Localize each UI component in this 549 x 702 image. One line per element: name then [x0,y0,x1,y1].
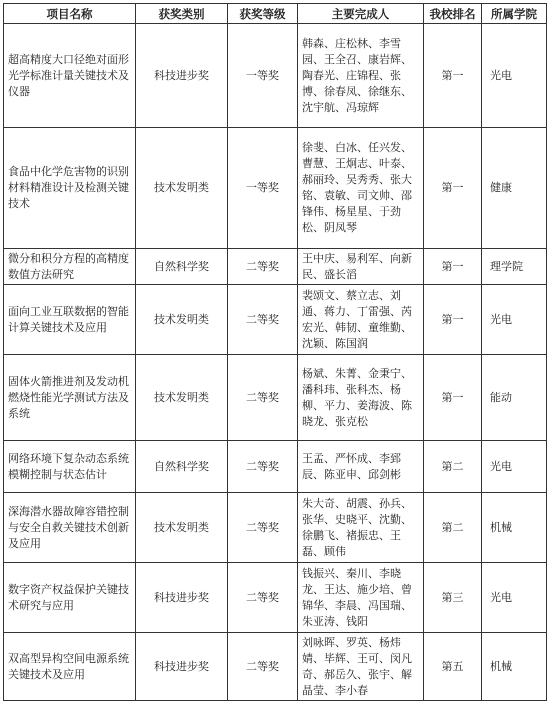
college: 光电 [482,563,547,633]
college: 光电 [482,441,547,493]
college: 光电 [482,24,547,128]
college: 光电 [482,285,547,355]
table-row [4,128,547,249]
award-category: 技术发明类 [136,355,228,441]
header-college: 所属学院 [482,4,547,24]
awards-table [3,3,547,701]
award-category: 科技进步奖 [136,24,228,128]
award-category: 自然科学奖 [136,441,228,493]
table-row [4,633,547,701]
award-grade: 二等奖 [228,249,298,285]
award-grade: 一等奖 [228,24,298,128]
main-contributors: 王中庆、易利军、向新民、盛长滔 [298,249,424,285]
main-contributors: 朱大奇、胡震、孙兵、张华、史晓平、沈勤、徐鹏飞、褚振忠、王磊、顾伟 [298,493,424,563]
project-name: 深海潜水器故障容错控制与安全自救关键技术创新及应用 [4,493,136,563]
project-name: 食品中化学危害物的识别材料精准设计及检测关键技术 [4,128,136,249]
award-category: 技术发明类 [136,128,228,249]
header-row [4,4,547,24]
award-category: 技术发明类 [136,285,228,355]
award-category: 自然科学奖 [136,249,228,285]
main-contributors: 韩森、庄松林、李雪园、王全召、康岩辉、陶春光、庄锦程、张博、徐春凤、徐继东、沈宇航、冯琼辉 [298,24,424,128]
award-grade: 二等奖 [228,285,298,355]
header-school-rank: 我校排名 [424,4,482,24]
project-name: 超高精度大口径绝对面形光学标准计量关键技术及仪器 [4,24,136,128]
school-rank: 第二 [424,441,482,493]
school-rank: 第一 [424,24,482,128]
project-name: 双高型异构空间电源系统关键技术及应用 [4,633,136,701]
college: 理学院 [482,249,547,285]
table-row [4,24,547,128]
school-rank: 第五 [424,633,482,701]
award-grade: 二等奖 [228,355,298,441]
project-name: 数字资产权益保护关键技术研究与应用 [4,563,136,633]
college: 机械 [482,633,547,701]
award-grade: 二等奖 [228,633,298,701]
table-row [4,355,547,441]
table-row [4,493,547,563]
school-rank: 第三 [424,563,482,633]
project-name: 固体火箭推进剂及发动机燃烧性能光学测试方法及系统 [4,355,136,441]
main-contributors: 徐斐、白冰、任兴发、曹慧、王炯志、叶泰、郝丽玲、吴秀秀、张大铭、袁敏、司文帅、邵锋伟、杨星星、于劲松、阴凤琴 [298,128,424,249]
table-row [4,249,547,285]
main-contributors: 杨斌、朱菁、金秉宁、潘科玮、张科杰、杨柳、平力、姜海波、陈晓龙、张克松 [298,355,424,441]
project-name: 网络环境下复杂动态系统模糊控制与状态估计 [4,441,136,493]
header-project-name: 项目名称 [4,4,136,24]
award-grade: 二等奖 [228,563,298,633]
award-category: 科技进步奖 [136,563,228,633]
header-main-contributors: 主要完成人 [298,4,424,24]
award-grade: 二等奖 [228,493,298,563]
main-contributors: 钱振兴、秦川、李晓龙、王达、施少培、曾锦华、李晨、冯国瑞、朱亚涛、钱阳 [298,563,424,633]
project-name: 面向工业互联数据的智能计算关键技术及应用 [4,285,136,355]
main-contributors: 王孟、严怀成、李郅辰、陈亚申、邱剑彬 [298,441,424,493]
school-rank: 第一 [424,249,482,285]
header-award-category: 获奖类别 [136,4,228,24]
school-rank: 第二 [424,493,482,563]
college: 机械 [482,493,547,563]
award-grade: 一等奖 [228,128,298,249]
table-row [4,285,547,355]
main-contributors: 裴颂文、蔡立志、刘通、蒋力、丁雷强、芮宏光、韩韧、童维勤、沈颖、陈国润 [298,285,424,355]
school-rank: 第一 [424,355,482,441]
award-grade: 二等奖 [228,441,298,493]
college: 能动 [482,355,547,441]
table-row [4,441,547,493]
header-award-grade: 获奖等级 [228,4,298,24]
table-row [4,563,547,633]
college: 健康 [482,128,547,249]
school-rank: 第一 [424,285,482,355]
main-contributors: 刘咏晖、罗英、杨炜婧、毕辉、王可、闵凡奇、郝岳久、张宇、解晶莹、李小春 [298,633,424,701]
project-name: 微分和积分方程的高精度数值方法研究 [4,249,136,285]
award-category: 科技进步奖 [136,633,228,701]
school-rank: 第一 [424,128,482,249]
award-category: 技术发明类 [136,493,228,563]
